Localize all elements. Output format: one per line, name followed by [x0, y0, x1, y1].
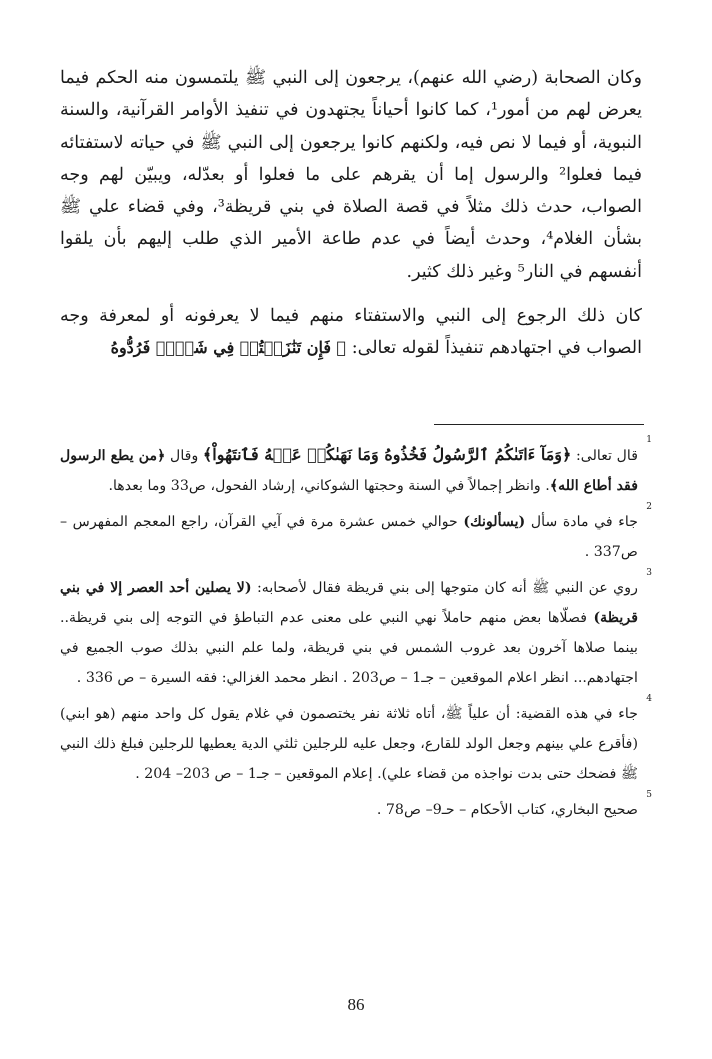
footnote-number: 2: [646, 502, 652, 512]
footnote-number: 4: [646, 694, 652, 704]
footnote-number: 1: [646, 435, 652, 445]
paragraph-2-text: كان ذلك الرجوع إلى النبي والاستفتاء منهم فيما لا يعرفونه أو لمعرفة وجه الصواب في اجتهادهم تنفيذاً لقوله تعالى:: [60, 306, 642, 359]
paragraph-2: [60, 300, 642, 365]
footnote-separator: [434, 424, 644, 425]
quran-verse: ﴿ فَإِن تَنَٰزَعۡتُمۡ فِي شَيۡءٖ فَرُدُّوهُ: [110, 338, 347, 358]
footnote-1: 1 قال تعالى: ﴿وَمَآ ءَاتَىٰكُمُ ٱلرَّسُولُ فَخُذُوهُ وَمَا نَهَىٰكُمۡ عَنۡهُ فَٱنتَهُواْ﴾ وقال ﴿من يطع الرسول فقد أطاع الله﴾. وانظر إجمالاً في السنة وحجتها الشوكاني، إرشاد الفحول، ص33 وما بعدها.: [60, 435, 652, 494]
page-number: 86: [347, 995, 365, 1014]
footnote-3: 3 روي عن النبي ﷺ أنه كان متوجها إلى بني قريظة فقال لأصحابه: (لا يصلين أحد العصر إلا في بني قريظة) فصلّاها بعض منهم حاملاً نهي النبي على معنى عدم التباطؤ في التوجه إلى بني قريظة.. بينما صلاها آخرون بعد غروب الشمس في بني قريظة، ولما علم النبي بذلك صوب الجميع في اجتهادهم... انظر اعلام الموقعين – جـ1 – ص203 . انظر محمد الغزالي: فقه السيرة – ص 336 .: [60, 568, 652, 686]
main-text: [60, 62, 642, 365]
paragraph-1: وكان الصحابة (رضي الله عنهم)، يرجعون إلى النبي ﷺ يلتمسون منه الحكم فيما يعرض لهم من أمور¹، كما كانوا أحياناً يجتهدون في تنفيذ الأوامر القرآنية، والسنة النبوية، أو فيما لا نص فيه، ولكنهم كانوا يرجعون إلى النبي ﷺ في حياته لاستفتائه فيما فعلوا² والرسول إما أن يقرهم على ما فعلوا أو بعدّله، ويبيّن لهم وجه الصواب، حدث ذلك مثلاً في قصة الصلاة في بني قريظة³، وفي قضاء علي ﷺ بشأن الغلام⁴، وحدث أيضاً في عدم طاعة الأمير الذي طلب إليهم بأن يلقوا أنفسهم في النار⁵ وغير ذلك كثير.: [60, 68, 642, 282]
footnote-4: 4 جاء في هذه القضية: أن علياً ﷺ، أتاه ثلاثة نفر يختصمون في غلام يقول كل واحد منهم (هو ابني) (فأقرع علي بينهم وجعل الولد للقارع، وجعل عليه للرجلين ثلثي الدية يعطيها للرجلين فبلغ ذلك النبي ﷺ فضحك حتى بدت نواجذه من قضاء علي). إعلام الموقعين – جـ1 – ص 203– 204 .: [60, 694, 652, 782]
footnote-2: 2 جاء في مادة سأل (يسألونك) حوالي خمس عشرة مرة في آيي القرآن، راجع المعجم المفهرس – ص337 .: [60, 502, 652, 560]
footnotes: [60, 435, 652, 831]
footnote-number: 3: [646, 568, 652, 578]
footnote-number: 5: [646, 790, 652, 800]
quran-verse: ﴿وَمَآ ءَاتَىٰكُمُ ٱلرَّسُولُ فَخُذُوهُ وَمَا نَهَىٰكُمۡ عَنۡهُ فَٱنتَهُواْ﴾: [202, 445, 572, 464]
footnote-5: 5 صحيح البخاري، كتاب الأحكام – حـ9– ص78 .: [376, 790, 652, 818]
